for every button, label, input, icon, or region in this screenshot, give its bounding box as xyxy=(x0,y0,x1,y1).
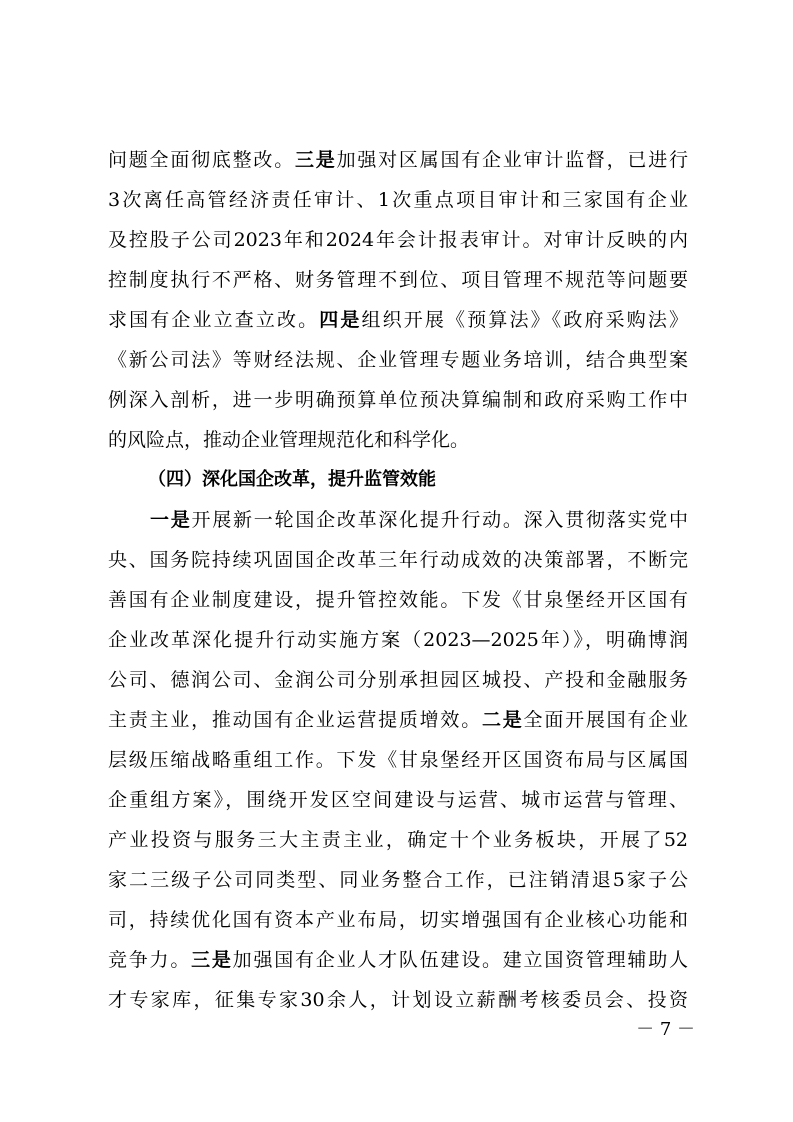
text-line: 善国有企业制度建设，提升管控效能。下发《甘泉堡经开区国有 xyxy=(108,589,688,611)
page-number: － 7 － xyxy=(636,1019,695,1040)
text-run: 加强国有企业人才队伍建设。建立国资管理辅助人 xyxy=(232,949,688,971)
text-line: 的风险点，推动企业管理规范化和科学化。 xyxy=(108,429,470,451)
text-line: 公司、德润公司、金润公司分别承担园区城投、产投和金融服务 xyxy=(108,669,688,691)
text-line xyxy=(108,147,688,173)
text-run: 加强对区属国有企业审计监督，已进行 xyxy=(336,149,688,171)
text-line xyxy=(108,947,688,973)
emphasis-label: 三是 xyxy=(191,949,233,971)
text-line: 司，持续优化国有资本产业布局，切实增强国有企业核心功能和 xyxy=(108,909,688,931)
text-run: 全面开展国有企业 xyxy=(523,709,688,731)
text-line: 及控股子公司2023年和2024年会计报表审计。对审计反映的内 xyxy=(108,229,688,251)
text-line: 央、国务院持续巩固国企改革三年行动成效的决策部署，不断完 xyxy=(108,549,688,571)
text-line: 3次离任高管经济责任审计、1次重点项目审计和三家国有企业 xyxy=(108,189,688,211)
text-run: 问题全面彻底整改。 xyxy=(108,149,295,171)
text-line: 才专家库，征集专家30余人，计划设立薪酬考核委员会、投资 xyxy=(108,989,688,1011)
text-run: 开展新一轮国企改革深化提升行动。深入贯彻落实党中 xyxy=(191,509,688,531)
text-line: 《新公司法》等财经法规、企业管理专题业务培训，结合典型案 xyxy=(108,349,688,371)
text-line: 企重组方案》，围绕开发区空间建设与运营、城市运营与管理、 xyxy=(108,789,688,811)
text-run: 组织开展《预算法》《政府采购法》 xyxy=(361,309,688,331)
emphasis-label: 四是 xyxy=(319,309,362,331)
text-run: 竞争力。 xyxy=(108,949,192,971)
text-line xyxy=(108,707,688,733)
emphasis-label: 三是 xyxy=(295,149,337,171)
text-line xyxy=(108,307,688,333)
text-line: 层级压缩战略重组工作。下发《甘泉堡经开区国资布局与区属国 xyxy=(108,749,688,771)
text-line: 产业投资与服务三大主责主业，确定十个业务板块，开展了52 xyxy=(108,829,688,851)
text-run: 主责主业，推动国有企业运营提质增效。 xyxy=(108,709,482,731)
text-line: 家二三级子公司同类型、同业务整合工作，已注销清退5家子公 xyxy=(108,869,688,891)
emphasis-label: 二是 xyxy=(481,709,524,731)
section-heading: （四）深化国企改革，提升监管效能 xyxy=(148,469,436,490)
text-line: 例深入剖析，进一步明确预算单位预决算编制和政府采购工作中 xyxy=(108,389,688,411)
text-line xyxy=(150,507,688,533)
text-run: 求国有企业立查立改。 xyxy=(108,309,320,331)
text-line: 企业改革深化提升行动实施方案（2023—2025年）》，明确博润 xyxy=(108,629,688,651)
text-line: 控制度执行不严格、财务管理不到位、项目管理不规范等问题要 xyxy=(108,269,688,291)
emphasis-label: 一是 xyxy=(150,509,192,531)
